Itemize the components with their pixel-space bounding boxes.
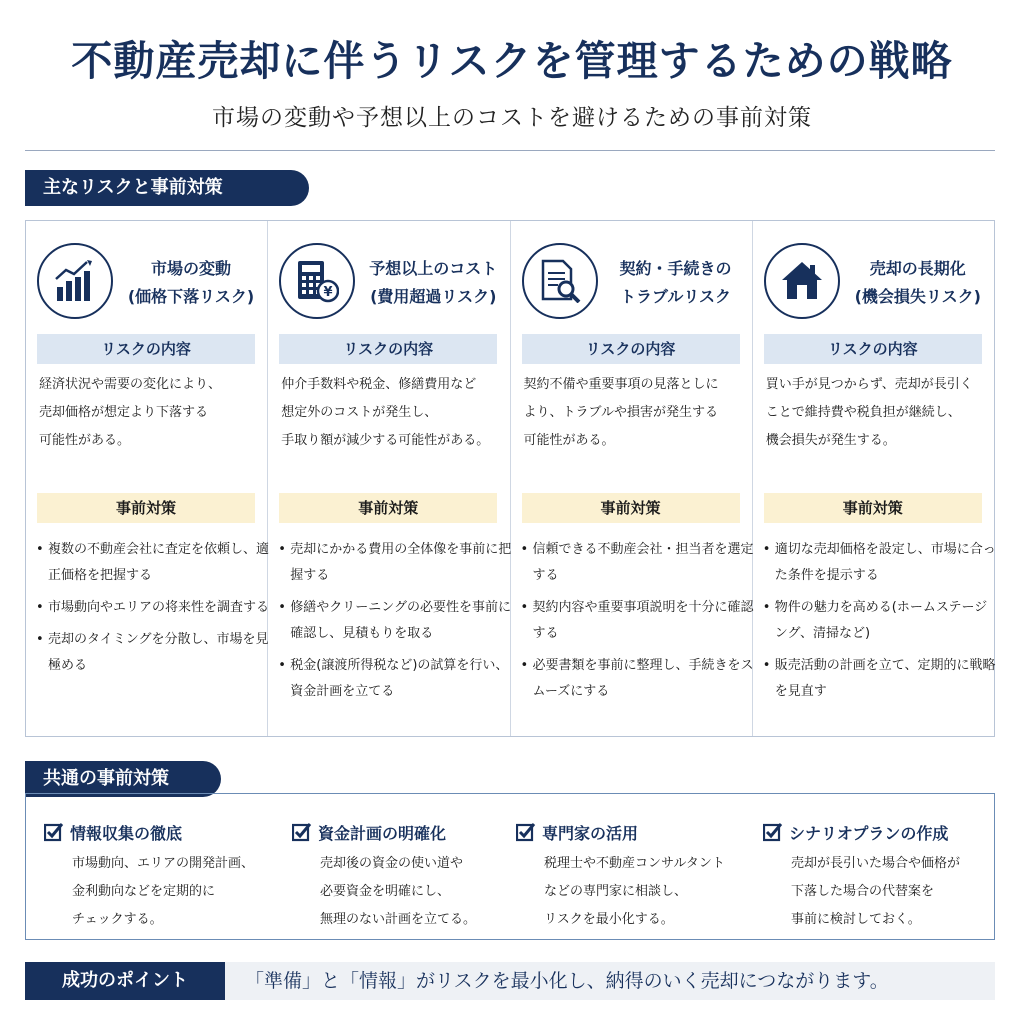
common-item bbox=[292, 822, 517, 934]
measure-item: • 複数の不動産会社に査定を依頼し、適正価格を把握する bbox=[34, 537, 270, 589]
measures-label: 事前対策 bbox=[37, 493, 255, 523]
common-item-text: 税理士や不動産コンサルタント などの専門家に相談し、 リスクを最小化する。 bbox=[544, 856, 725, 927]
checkbox-icon bbox=[516, 822, 536, 842]
measure-item: • 税金(譲渡所得税など)の試算を行い、資金計画を立てる bbox=[276, 653, 512, 705]
measure-item: • 販売活動の計画を立て、定期的に戦略を見直す bbox=[761, 653, 997, 705]
risk-column-cost bbox=[268, 221, 510, 736]
measure-item: • 市場動向やエリアの将来性を調査する bbox=[34, 595, 270, 621]
measure-item: • 売却のタイミングを分散し、市場を見極める bbox=[34, 627, 270, 679]
checkbox-icon bbox=[292, 822, 312, 842]
document-search-icon bbox=[522, 243, 598, 319]
risk-description: 経済状況や需要の変化により、 売却価格が想定より下落する 可能性がある。 bbox=[39, 377, 222, 448]
risk-column-contract bbox=[511, 221, 753, 736]
common-item-title: シナリオプランの作成 bbox=[763, 822, 988, 846]
common-measures-panel bbox=[25, 793, 995, 940]
risk-content-label: リスクの内容 bbox=[764, 334, 982, 364]
measures-list bbox=[519, 537, 755, 711]
common-item bbox=[44, 822, 269, 934]
page-title: 不動産売却に伴うリスクを管理するための戦略 bbox=[71, 37, 953, 85]
risk-title: 売却の長期化 (機会損失リスク) bbox=[854, 259, 981, 306]
risk-content-label: リスクの内容 bbox=[279, 334, 497, 364]
measures-list bbox=[34, 537, 270, 685]
risk-content-label: リスクの内容 bbox=[522, 334, 740, 364]
page-subtitle: 市場の変動や予想以上のコストを避けるための事前対策 bbox=[212, 105, 812, 131]
house-icon bbox=[764, 243, 840, 319]
checkbox-icon bbox=[763, 822, 783, 842]
measure-item: • 信頼できる不動産会社・担当者を選定する bbox=[519, 537, 755, 589]
calculator-icon bbox=[279, 243, 355, 319]
common-item-text: 売却後の資金の使い道や 必要資金を明確にし、 無理のない計画を立てる。 bbox=[320, 856, 477, 927]
risk-column-market bbox=[26, 221, 268, 736]
common-item-title: 専門家の活用 bbox=[516, 822, 741, 846]
chart-icon bbox=[37, 243, 113, 319]
measure-item: • 契約内容や重要事項説明を十分に確認する bbox=[519, 595, 755, 647]
header-divider bbox=[25, 150, 995, 151]
risk-title: 市場の変動 (価格下落リスク) bbox=[127, 259, 255, 306]
measures-label: 事前対策 bbox=[764, 493, 982, 523]
measures-list bbox=[761, 537, 997, 711]
common-item-title: 資金計画の明確化 bbox=[292, 822, 517, 846]
measure-item: • 物件の魅力を高める(ホームステージング、清掃など) bbox=[761, 595, 997, 647]
measures-label: 事前対策 bbox=[522, 493, 740, 523]
risk-column-prolonged-sale bbox=[753, 221, 994, 736]
svg-text:¥: ¥ bbox=[323, 285, 333, 300]
common-item bbox=[763, 822, 988, 934]
risk-description: 仲介手数料や税金、修繕費用など 想定外のコストが発生し、 手取り額が減少する可能性がある。 bbox=[281, 377, 490, 448]
measures-label: 事前対策 bbox=[279, 493, 497, 523]
common-item bbox=[516, 822, 741, 934]
common-item-text: 市場動向、エリアの開発計画、 金利動向などを定期的に チェックする。 bbox=[72, 856, 255, 927]
common-item-title: 情報収集の徹底 bbox=[44, 822, 269, 846]
risks-panel bbox=[25, 220, 995, 737]
risk-content-label: リスクの内容 bbox=[37, 334, 255, 364]
common-item-text: 売却が長引いた場合や価格が 下落した場合の代替案を 事前に検討しておく。 bbox=[791, 856, 961, 927]
risk-title: 契約・手続きの トラブルリスク bbox=[619, 259, 732, 306]
success-point-text: 「準備」と「情報」がリスクを最小化し、納得のいく売却につながります。 bbox=[245, 970, 889, 992]
common-section-label: 共通の事前対策 bbox=[25, 761, 221, 797]
measure-item: • 適切な売却価格を設定し、市場に合った条件を提示する bbox=[761, 537, 997, 589]
measure-item: • 修繕やクリーニングの必要性を事前に確認し、見積もりを取る bbox=[276, 595, 512, 647]
success-point-label: 成功のポイント bbox=[25, 962, 225, 1000]
measure-item: • 売却にかかる費用の全体像を事前に把握する bbox=[276, 537, 512, 589]
risks-section-label: 主なリスクと事前対策 bbox=[25, 170, 309, 206]
measure-item: • 必要書類を事前に整理し、手続きをスムーズにする bbox=[519, 653, 755, 705]
measures-list bbox=[276, 537, 512, 711]
risk-title: 予想以上のコスト (費用超過リスク) bbox=[369, 259, 498, 306]
checkbox-icon bbox=[44, 822, 64, 842]
risk-description: 契約不備や重要事項の見落としに より、トラブルや損害が発生する 可能性がある。 bbox=[523, 377, 719, 448]
risk-description: 買い手が見つからず、売却が長引く ことで維持費や税負担が継続し、 機会損失が発生する。 bbox=[765, 377, 973, 448]
